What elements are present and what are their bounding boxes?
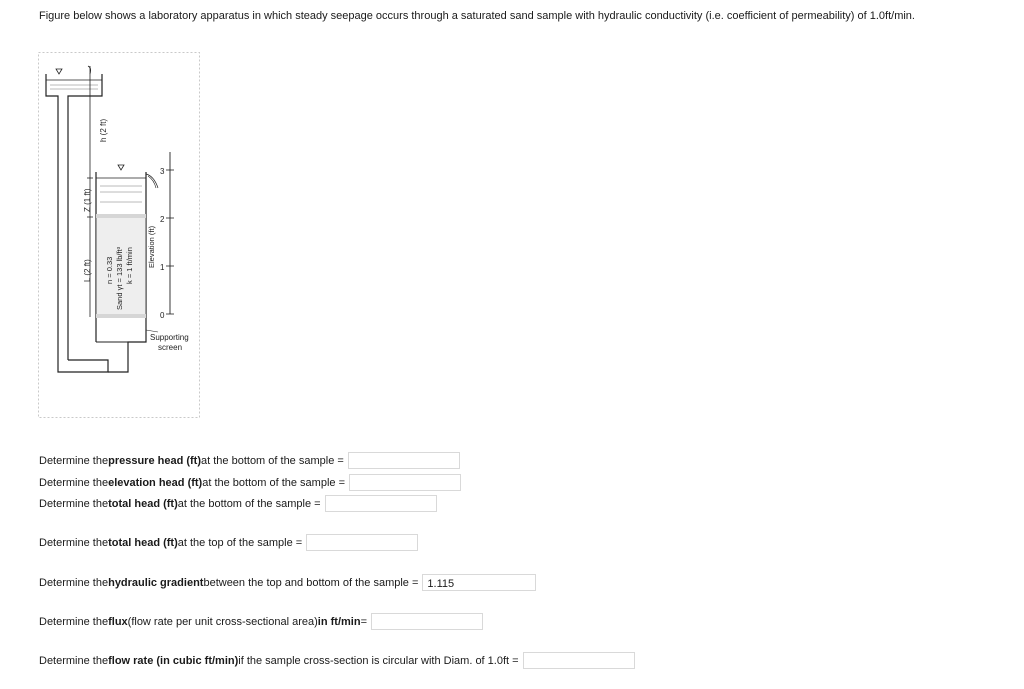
question-flow-rate: Determine the flow rate (in cubic ft/min) if the sample cross-section is circular with Diam. of 1.0ft = [39,652,635,669]
flux-input[interactable] [371,613,483,630]
label-h: h (2 ft) [99,118,108,142]
question-hydraulic-gradient: Determine the hydraulic gradient between the top and bottom of the sample = 1.115 [39,574,536,591]
question-flux: Determine the flux (flow rate per unit cross-sectional area) in ft/min = [39,613,483,630]
question-elevation-head: Determine the elevation head (ft) at the bottom of the sample = [39,474,461,491]
pressure-head-input[interactable] [348,452,460,469]
elevation-head-input[interactable] [349,474,461,491]
label-l: L (2 ft) [83,259,92,282]
tick-2: 2 [160,215,165,224]
question-pressure-head: Determine the pressure head (ft) at the bottom of the sample = [39,452,460,469]
hydraulic-gradient-input[interactable]: 1.115 [422,574,536,591]
tick-3: 3 [160,167,165,176]
question-total-head-top: Determine the total head (ft) at the top of the sample = [39,534,418,551]
supporting-label: Supporting [150,333,189,342]
tick-0: 0 [160,311,165,320]
sand-gamma: Sand γt = 133 lb/ft³ [115,246,124,310]
tick-1: 1 [160,263,165,272]
apparatus-figure [38,52,200,418]
screen-label: screen [158,343,183,352]
flow-rate-input[interactable] [523,652,635,669]
total-head-top-input[interactable] [306,534,418,551]
sand-n: n = 0.33 [105,256,114,284]
question-total-head-bottom: Determine the total head (ft) at the bottom of the sample = [39,495,437,512]
label-z: Z (1 ft) [83,188,92,212]
problem-intro: Figure below shows a laboratory apparatus in which steady seepage occurs through a saturated sand sample with hydraulic conductivity (i.e. coefficient of permeability) of 1.0ft/min. [39,10,915,22]
sand-k: k = 1 ft/min [125,247,134,284]
total-head-bottom-input[interactable] [325,495,437,512]
elevation-label: Elevation (ft) [147,225,156,268]
